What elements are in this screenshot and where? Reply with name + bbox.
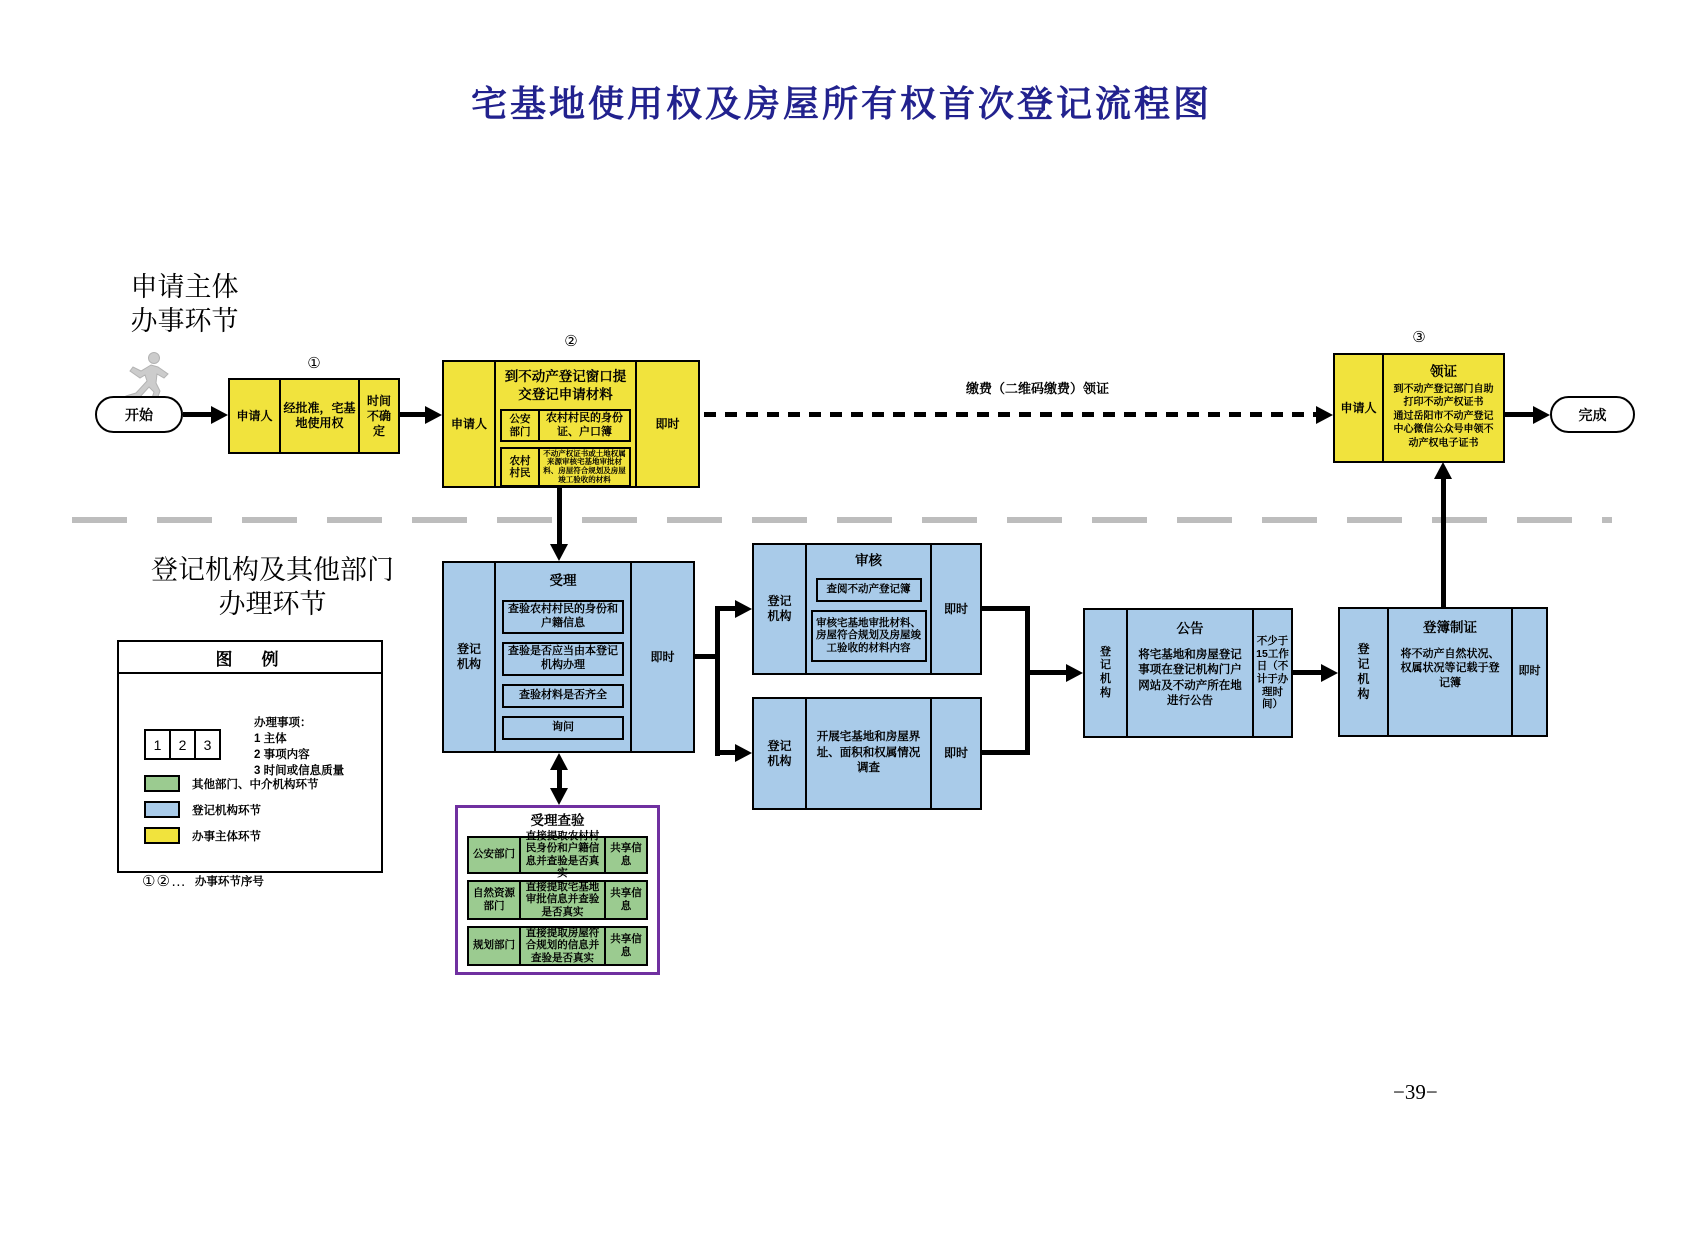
arrow-step3-finish-line <box>1505 412 1534 417</box>
legend-blue-swatch <box>144 801 180 818</box>
arrow-announce-certify-line <box>1293 670 1322 675</box>
page-number: −39− <box>1393 1080 1438 1104</box>
step3-line2: 通过岳阳市不动产登记中心微信公众号申领不动产权电子证书 <box>1393 410 1494 449</box>
step3-content <box>1382 355 1503 461</box>
accept-title: 受理 <box>549 573 577 588</box>
legend-seq-symbols: ①②… <box>142 873 187 890</box>
merge-to-announce-line <box>1025 670 1068 675</box>
legend-sample-cells <box>144 729 221 760</box>
arrow-start-step1-head <box>211 406 228 424</box>
survey-content <box>805 699 930 808</box>
arrow-step1-step2-line <box>400 412 427 417</box>
arrow-certify-step3-line <box>1441 478 1446 607</box>
legend-cell-1: 1 <box>144 729 171 760</box>
registry-lane-heading <box>130 553 415 621</box>
accept-check-row-police-share: 共享信息 <box>604 836 648 874</box>
step1-time: 时间不确定 <box>358 380 398 452</box>
accept-check-row-police-dept: 公安部门 <box>467 836 521 874</box>
arrow-step1-step2-head <box>425 406 442 424</box>
step2-subject: 申请人 <box>450 416 487 431</box>
review-check-2: 审核宅基地审批材料、房屋符合规划及房屋竣工验收的材料内容 <box>811 610 927 662</box>
review-title: 审核 <box>855 553 882 568</box>
applicant-lane-heading <box>112 270 257 338</box>
legend-item-1: 1 主体 <box>254 732 287 745</box>
certify-text: 将不动产自然状况、权属状况等记载于登记簿 <box>1400 647 1500 690</box>
merge-to-announce-head <box>1066 664 1083 682</box>
accept-check-row-planning-dept: 规划部门 <box>467 926 521 966</box>
branch-to-survey-head <box>735 744 752 762</box>
accept-content <box>494 563 630 751</box>
legend-yellow-row <box>144 827 261 844</box>
arrow-certify-step3-head <box>1434 462 1452 479</box>
accept-time: 即时 <box>630 563 693 751</box>
arrow-payment-dashed-line <box>704 412 1316 417</box>
merge-vertical-line <box>1025 606 1030 755</box>
survey-time: 即时 <box>930 699 980 808</box>
legend-title: 图 例 <box>119 642 381 674</box>
step1-content: 经批准，宅基地使用权 <box>279 380 358 452</box>
accept-check-row-police-action: 直接提取农村村民身份和户籍信息并查验是否真实 <box>519 836 606 874</box>
arrow-step3-finish-head <box>1533 406 1550 424</box>
legend-item-3: 3 时间或信息质量 <box>254 764 345 777</box>
accept-check-2: 查验是否应当由本登记机构办理 <box>502 642 624 676</box>
branch-to-review-head <box>735 600 752 618</box>
step1-subject: 申请人 <box>236 408 273 423</box>
applicant-lane-line1: 申请主体 <box>130 272 239 302</box>
accept-check-1: 查验农村村民的身份和户籍信息 <box>502 600 624 634</box>
accept-check-box <box>455 805 660 975</box>
certify-box <box>1338 607 1548 737</box>
legend-green-row <box>144 775 319 792</box>
announce-content <box>1126 610 1252 736</box>
accept-box <box>442 561 695 753</box>
accept-check-row-resources-dept: 自然资源部门 <box>467 880 521 920</box>
step2-content <box>494 362 635 486</box>
legend-items <box>254 716 344 779</box>
payment-label: 缴费（二维码缴费）领证 <box>965 381 1109 396</box>
finish-node: 完成 <box>1550 396 1635 433</box>
legend-seq-label: 办事环节序号 <box>194 876 264 888</box>
legend-blue-label: 登记机构环节 <box>192 804 261 817</box>
announce-subject: 登记机构 <box>1100 645 1111 699</box>
lane-divider <box>72 517 1612 523</box>
survey-subject: 登记机构 <box>767 738 792 768</box>
legend-green-label: 其他部门、中介机构环节 <box>192 778 319 791</box>
step2-row-police-dept: 公安部门 <box>500 409 540 442</box>
branch-vertical-line <box>715 606 720 756</box>
review-check-1: 查阅不动产登记簿 <box>816 578 922 602</box>
survey-box <box>752 697 982 810</box>
start-node: 开始 <box>95 396 183 433</box>
announce-title: 公告 <box>1176 621 1204 636</box>
announce-text: 将宅基地和房屋登记事项在登记机构门户网站及不动产所在地进行公告 <box>1138 648 1242 708</box>
step3-seq: ③ <box>1412 329 1426 346</box>
step1-box <box>228 378 400 454</box>
registry-lane-line2: 办理环节 <box>218 589 327 620</box>
announce-box <box>1083 608 1293 738</box>
step2-box <box>442 360 700 488</box>
step2-row-villager <box>500 447 631 487</box>
accept-subject: 登记机构 <box>457 642 482 671</box>
step2-row-police-material: 农村村民的身份证、户口簿 <box>538 409 631 442</box>
merge-from-survey-line <box>982 750 1030 755</box>
legend-yellow-label: 办事主体环节 <box>192 830 261 843</box>
review-time: 即时 <box>930 545 980 673</box>
accept-check-4: 询问 <box>502 716 624 740</box>
step2-row-villager-dept: 农村村民 <box>500 447 540 487</box>
page-title: 宅基地使用权及房屋所有权首次登记流程图 <box>470 84 1212 124</box>
accept-check-row-police <box>467 829 648 879</box>
legend-yellow-swatch <box>144 827 180 844</box>
legend-cell-3: 3 <box>194 729 221 760</box>
arrow-announce-certify-head <box>1321 664 1338 682</box>
certify-content <box>1387 609 1511 735</box>
accept-check-row-planning-action: 直接提取房屋符合规划的信息并查验是否真实 <box>519 926 606 966</box>
legend-item-2: 2 事项内容 <box>254 748 310 761</box>
applicant-lane-line2: 办事环节 <box>130 306 239 337</box>
accept-check-title: 受理查验 <box>530 813 585 828</box>
arrow-step2-accept-head <box>550 544 568 561</box>
review-box <box>752 543 982 675</box>
step1-seq: ① <box>307 355 321 372</box>
announce-time: 不少于15工作日（不计于办理时间） <box>1252 610 1291 736</box>
review-content <box>805 545 930 673</box>
legend-green-swatch <box>144 775 180 792</box>
step3-subject: 申请人 <box>1340 400 1377 415</box>
accept-check-3: 查验材料是否齐全 <box>502 684 624 708</box>
step3-line1: 到不动产登记部门自助打印不动产权证书 <box>1393 383 1494 409</box>
step2-time: 即时 <box>635 362 698 486</box>
step2-seq: ② <box>564 333 578 350</box>
arrow-accept-check-up-head <box>550 753 568 770</box>
legend-seq-row <box>142 872 264 890</box>
step2-title: 到不动产登记窗口提交登记申请材料 <box>504 369 627 402</box>
legend-box <box>117 640 383 890</box>
accept-check-row-resources <box>467 880 648 920</box>
review-subject: 登记机构 <box>767 594 792 623</box>
accept-check-row-planning <box>467 926 648 966</box>
arrow-step2-accept-line <box>557 488 562 546</box>
legend-cell-2: 2 <box>169 729 196 760</box>
merge-from-review-line <box>982 606 1030 611</box>
accept-check-row-resources-action: 直接提取宅基地审批信息并查验是否真实 <box>519 880 606 920</box>
accept-check-row-resources-share: 共享信息 <box>604 880 648 920</box>
arrow-start-step1-line <box>183 412 214 417</box>
certify-time: 即时 <box>1511 609 1546 735</box>
certify-subject: 登记机构 <box>1357 642 1370 701</box>
step3-box <box>1333 353 1505 463</box>
step2-row-villager-material: 不动产权证书或土地权属来源审核宅基地审批材料、房屋符合规划及房屋竣工验收的材料 <box>538 447 631 487</box>
legend-blue-row <box>144 801 261 818</box>
registry-lane-line1: 登记机构及其他部门 <box>151 555 394 585</box>
certify-title: 登簿制证 <box>1423 620 1477 635</box>
arrow-payment-head <box>1316 406 1333 424</box>
step2-row-police <box>500 409 631 442</box>
legend-body <box>119 674 381 890</box>
arrow-accept-check-down-head <box>550 788 568 805</box>
survey-text: 开展宅基地和房屋界址、面积和权属情况调查 <box>816 731 921 775</box>
accept-check-row-planning-share: 共享信息 <box>604 926 648 966</box>
legend-items-heading: 办理事项： <box>254 717 312 729</box>
step3-title: 领证 <box>1430 364 1457 379</box>
